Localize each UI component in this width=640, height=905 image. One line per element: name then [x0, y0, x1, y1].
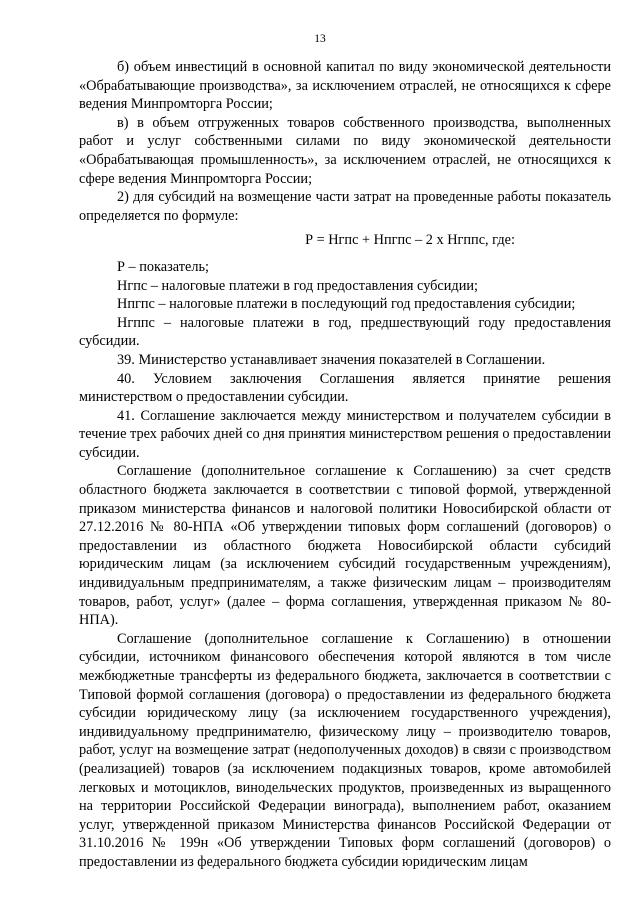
document-body — [79, 58, 611, 872]
paragraph-item-v: в) в объем отгруженных товаров собственного производства, выполненных работ и услуг собственными силами по виду экономической деятельности «Обрабатывающая промышленность», за исключением отраслей, не относящихся к сфере ведения Минпромторга России; — [79, 114, 611, 187]
definition-npgps: Нпгпс – налоговые платежи в последующий год предоставления субсидии; — [117, 296, 576, 313]
paragraph-item-b: б) объем инвестиций в основной капитал по виду экономической деятельности «Обрабатывающие производства», за исключением отраслей, не относящихся к сфере ведения Минпромторга России; — [79, 59, 611, 113]
formula: Р = Нгпс + Нпгпс – 2 х Нгппс, где: — [305, 232, 515, 249]
paragraph-item-2: 2) для субсидий на возмещение части затрат на проведенные работы показатель определяется по формуле: — [79, 189, 611, 224]
definition-ngpps: Нгппс – налоговые платежи в год, предшествующий году предоставления субсидии. — [79, 314, 611, 350]
clause-40: 40. Условием заключения Соглашения является принятие решения министерством о предоставлении субсидии. — [79, 370, 611, 406]
page-number: 13 — [314, 33, 326, 45]
clause-41: 41. Соглашение заключается между министерством и получателем субсидии в течение трех рабочих дней со дня принятия министерством решения о предоставлении субсидии. — [79, 407, 611, 461]
definition-p: Р – показатель; — [117, 258, 209, 275]
clause-39: 39. Министерство устанавливает значения показателей в Соглашении. — [117, 351, 546, 368]
paragraph-regional-agreement: Соглашение (дополнительное соглашение к Соглашению) за счет средств областного бюджета заключается в соответствии с типовой формой, утвержденной приказом министерства финансов и налоговой политики Новосибирской области от 27.12.2016 № 80-НПА «Об утверждении типовых форм соглашений (договоров) о предоставлении из областного бюджета Новосибирской области субсидий юридическим лицам (за исключением субсидий государственным учреждениям), индивидуальным предпринимателям, а также физическим лицам – производителям товаров, работ, услуг» (далее – форма соглашения, утвержденная приказом № 80-НПА). — [79, 463, 611, 629]
paragraph-federal-agreement: Соглашение (дополнительное соглашение к Соглашению) в отношении субсидии, источником финансового обеспечения которой являются в том числе межбюджетные трансферты из федерального бюджета, заключается в соответствии с Типовой формой соглашения (договора) о предоставлении из федерального бюджета субсидии юридическому лицу (за исключением государственного учреждения), индивидуальному предпринимателю, физическому лицу – производителю товаров, работ, услуг на возмещение затрат (недополученных доходов) в связи с производством (реализацией) товаров (за исключением подакцизных товаров, кроме автомобилей легковых и мотоциклов, винодельческих продуктов, произведенных из выращенного на территории Российской Федерации винограда), выполнением работ, оказанием услуг, утвержденной приказом Министерства финансов Российской Федерации от 31.10.2016 № 199н «Об утверждении Типовых форм соглашений (договоров) о предоставлении из федерального бюджета субсидии юридическим лицам — [79, 630, 611, 870]
definition-ngps: Нгпс – налоговые платежи в год предоставления субсидии; — [117, 277, 478, 294]
